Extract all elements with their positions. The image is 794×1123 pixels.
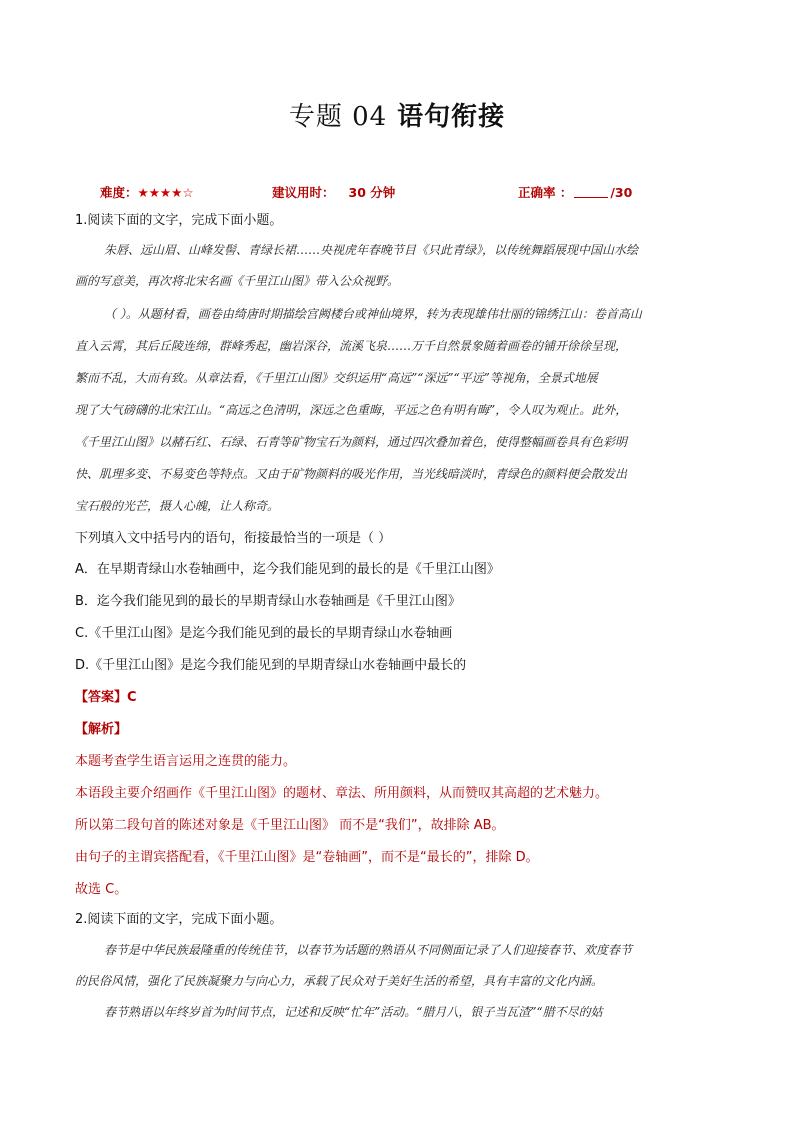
q1-analysis-line: 由句子的主谓宾搭配看，《千里江山图》是“卷轴画”，而不是“最长的”，排除 D。 [75, 850, 539, 865]
q2-passage-line: 春节是中华民族最隆重的传统佳节，以春节为话题的熟语从不同侧面记录了人们迎接春节、欢度春节 [104, 943, 633, 957]
q1-analysis-label: 【解析】 [75, 722, 128, 737]
difficulty-stars: ★★★★☆ [137, 185, 194, 200]
time-label: 建议用时： [272, 185, 335, 200]
q1-passage-line: 直入云霄，其后丘陵连绵，群峰秀起，幽岩深谷，流溪飞泉……万千自然景象随着画卷的铺开徐徐呈现， [75, 339, 628, 353]
accuracy [518, 183, 632, 201]
q2-heading: 2.阅读下面的文字，完成下面小题。 [75, 912, 283, 927]
time-value: 30 分钟 [348, 185, 396, 200]
q1-passage-line: （ ）。从题材看，画卷由绮唐时期描绘宫阙楼台或神仙境界，转为表现雄伟壮丽的锦绣江山：卷首高山 [104, 307, 642, 321]
page-title [0, 96, 794, 133]
suggested-time [272, 183, 395, 201]
accuracy-blank[interactable] [574, 185, 608, 198]
accuracy-label: 正确率 ： [518, 185, 573, 200]
accuracy-total: /30 [610, 185, 633, 200]
q1-analysis-line: 所以第二段句首的陈述对象是《千里江山图》 而不是“我们”，故排除 AB。 [75, 818, 505, 833]
q2-passage-line: 春节熟语以年终岁首为时间节点，记述和反映“忙年”活动。“腊月八，银子当瓦渣”“腊不尽的姑 [104, 1005, 603, 1019]
q1-passage-line: 宝石般的光芒，摄人心魄，让人称奇。 [75, 499, 280, 513]
q1-analysis-line: 本题考查学生语言运用之连贯的能力。 [75, 754, 297, 769]
q1-option-a[interactable]: A．在早期青绿山水卷轴画中，迄今我们能见到的最长的是《千里江山图》 [75, 562, 500, 577]
q1-answer: 【答案】C [75, 690, 137, 705]
difficulty-label: 难度： [100, 185, 138, 200]
q1-passage-line: 快、肌理多变、不易变色等特点。又由于矿物颜料的吸光作用，当光线暗淡时，青绿色的颜料便会散发出 [75, 467, 628, 481]
q1-passage-line: 现了大气磅礴的北宋江山。“高远之色清明，深远之色重晦，平远之色有明有晦”，令人叹为观止。此外， [75, 403, 628, 417]
q1-passage-line: 繁而不乱，大而有致。从章法看，《千里江山图》交织运用“高远”“深远”“平远”等视角，全景式地展 [75, 371, 598, 385]
q1-passage-line: 朱唇、远山眉、山峰发髻、青绿长裙……央视虎年春晚节目《只此青绿》，以传统舞蹈展现中国山水绘 [104, 243, 639, 257]
q1-option-b[interactable]: B．迄今我们能见到的最长的早期青绿山水卷轴画是《千里江山图》 [75, 594, 461, 609]
q1-heading: 1.阅读下面的文字，完成下面小题。 [75, 213, 283, 228]
title-bold: 语句衔接 [397, 102, 506, 132]
q1-passage-line: 《千里江山图》以赭石红、石绿、石青等矿物宝石为颜料，通过四次叠加着色，使得整幅画卷具有色彩明 [75, 435, 628, 449]
title-main: 专题 04 [288, 102, 388, 132]
q1-conclusion: 故选 C。 [75, 882, 128, 897]
difficulty [100, 183, 194, 201]
q1-passage-line: 画的写意美，再次将北宋名画《千里江山图》带入公众视野。 [75, 274, 400, 288]
q2-passage-line: 的民俗风情，强化了民族凝聚力与向心力，承载了民众对于美好生活的希望，具有丰富的文化内涵。 [75, 974, 604, 988]
q1-option-d[interactable]: D.《千里江山图》是迄今我们能见到的早期青绿山水卷轴画中最长的 [75, 658, 467, 673]
q1-analysis-line: 本语段主要介绍画作《千里江山图》的题材、章法、所用颜料，从而赞叹其高超的艺术魅力。 [75, 786, 609, 801]
q1-question: 下列填入文中括号内的语句，衔接最恰当的一项是（ ） [75, 531, 392, 546]
q1-option-c[interactable]: C.《千里江山图》是迄今我们能见到的最长的早期青绿山水卷轴画 [75, 626, 453, 641]
